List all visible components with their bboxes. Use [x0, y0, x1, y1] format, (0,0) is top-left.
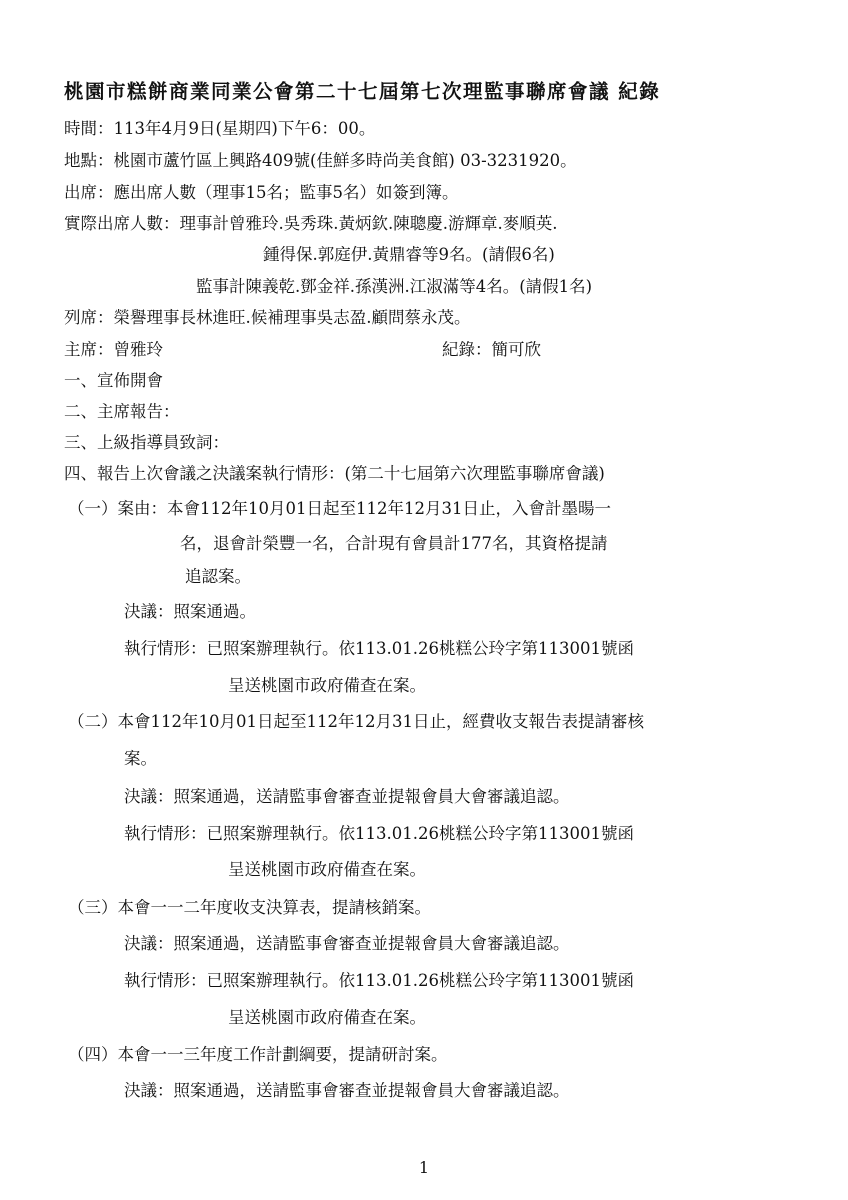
- case-1-line-2: 名，退會計榮豐一名，合計現有會員計177名，其資格提請: [180, 534, 608, 553]
- case-4-resolution: 決議：照案通過，送請監事會審查並提報會員大會審議追認。: [124, 1081, 570, 1100]
- agenda-item-3: 三、上級指導員致詞：: [64, 433, 229, 452]
- case-2-resolution: 決議：照案通過，送請監事會審查並提報會員大會審議追認。: [124, 787, 570, 806]
- actual-attendance-line-3: 監事計陳義乾.鄧金祥.孫漢洲.江淑滿等4名。(請假1名): [196, 277, 593, 296]
- case-2-line-2: 案。: [124, 749, 157, 768]
- case-2-line-1: （二）本會112年10月01日起至112年12月31日止，經費收支報告表提請審核: [68, 712, 644, 731]
- case-3-resolution: 決議：照案通過，送請監事會審查並提報會員大會審議追認。: [124, 934, 570, 953]
- meeting-place: 地點：桃園市蘆竹區上興路409號(佳鮮多時尚美食館) 03-3231920。: [64, 151, 577, 170]
- actual-attendance-line-2: 鍾得保.郭庭伊.黃鼎睿等9名。(請假6名): [263, 245, 555, 264]
- meeting-time: 時間：113年4月9日(星期四)下午6：00。: [64, 119, 376, 138]
- case-3-execution-line-2: 呈送桃園市政府備查在案。: [228, 1008, 426, 1027]
- case-2-execution-line-1: 執行情形：已照案辦理執行。依113.01.26桃糕公玲字第113001號函: [124, 824, 634, 843]
- case-3-execution-line-1: 執行情形：已照案辦理執行。依113.01.26桃糕公玲字第113001號函: [124, 971, 634, 990]
- document-title: 桃園市糕餅商業同業公會第二十七屆第七次理監事聯席會議 紀錄: [64, 80, 661, 103]
- agenda-item-2: 二、主席報告：: [64, 402, 180, 421]
- case-1-line-1: （一）案由：本會112年10月01日起至112年12月31日止，入會計墨暘一: [68, 499, 611, 518]
- agenda-item-1: 一、宣佈開會: [64, 371, 163, 390]
- meeting-chair: 主席：曾雅玲: [64, 340, 163, 359]
- page-number: 1: [418, 1158, 430, 1177]
- meeting-observers: 列席：榮譽理事長林進旺.候補理事吳志盈.顧問蔡永茂。: [64, 308, 471, 327]
- case-3-line-1: （三）本會一一二年度收支決算表，提請核銷案。: [68, 898, 431, 917]
- case-1-execution-line-2: 呈送桃園市政府備查在案。: [228, 676, 426, 695]
- case-1-line-3: 追認案。: [185, 567, 251, 586]
- case-1-execution-line-1: 執行情形：已照案辦理執行。依113.01.26桃糕公玲字第113001號函: [124, 639, 634, 658]
- meeting-attendance: 出席：應出席人數（理事15名；監事5名）如簽到簿。: [64, 183, 459, 202]
- meeting-recorder: 紀錄：簡可欣: [442, 340, 541, 359]
- agenda-item-4: 四、報告上次會議之決議案執行情形：(第二十七屆第六次理監事聯席會議): [64, 464, 605, 483]
- case-1-resolution: 決議：照案通過。: [124, 602, 256, 621]
- case-2-execution-line-2: 呈送桃園市政府備查在案。: [228, 860, 426, 879]
- case-4-line-1: （四）本會一一三年度工作計劃綱要，提請研討案。: [68, 1045, 448, 1064]
- actual-attendance-line-1: 實際出席人數：理事計曾雅玲.吳秀珠.黃炳欽.陳聰慶.游輝章.麥順英.: [64, 214, 558, 233]
